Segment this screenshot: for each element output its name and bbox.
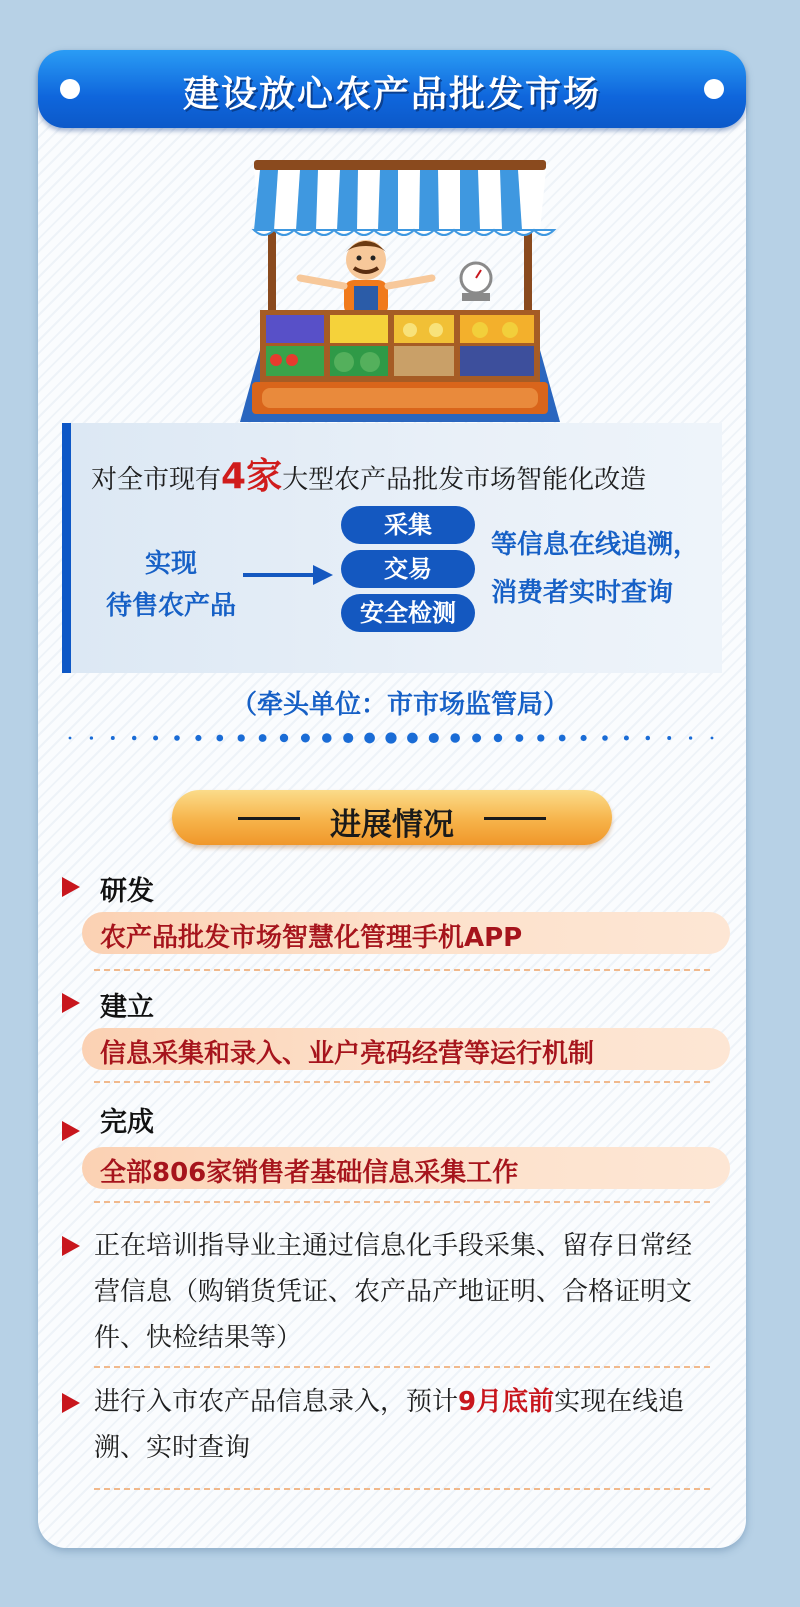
- divider-dot: [711, 737, 714, 740]
- step-detail: [82, 1147, 730, 1189]
- divider-dot: [153, 735, 158, 740]
- divider-dot: [69, 737, 72, 740]
- divider-dot: [280, 734, 288, 742]
- step-detail-text: 农产品批发市场智慧化管理手机APP: [100, 923, 523, 953]
- divider-dot: [301, 734, 310, 743]
- divider-dot: [494, 734, 502, 742]
- divider-dot: [602, 735, 608, 741]
- divider-dot: [259, 734, 267, 742]
- realize-label: [91, 543, 251, 627]
- step-detail: [82, 912, 730, 954]
- triangle-bullet-icon: [62, 1236, 80, 1256]
- intro-prefix: 对全市现有: [91, 465, 222, 495]
- trace-line-2: 消费者实时查询: [491, 578, 674, 608]
- divider-dot: [90, 736, 93, 739]
- trace-description: [491, 521, 699, 617]
- pill-safety-test: 安全检测: [341, 594, 475, 632]
- divider-dot: [132, 736, 136, 740]
- pill-collect: 采集: [341, 506, 475, 544]
- entry-paragraph: [94, 1379, 714, 1471]
- entry-text-after: 实现在线追溯、实时查询: [94, 1387, 685, 1463]
- trace-line-1: 等信息在线追溯，: [491, 530, 700, 560]
- divider-dot: [364, 733, 375, 744]
- divider-dot: [537, 734, 544, 741]
- dot-divider: [66, 730, 716, 746]
- realize-line-1: 实现: [144, 549, 197, 579]
- divider-dot: [429, 733, 439, 743]
- divider-dot: [174, 735, 180, 741]
- step-label: 建立: [100, 992, 154, 1023]
- entry-text-before: 进行入市农产品信息录入，预计: [94, 1387, 459, 1417]
- triangle-bullet-icon: [62, 993, 80, 1013]
- dashed-divider: [94, 969, 710, 971]
- realize-line-2: 待售农产品: [105, 591, 236, 621]
- divider-dot: [407, 733, 418, 744]
- training-paragraph: 正在培训指导业主通过信息化手段采集、留存日常经营信息（购销货凭证、农产品产地证明、合格证明文件、快检结果等）: [94, 1231, 693, 1353]
- title-banner: [38, 50, 746, 128]
- divider-dot: [343, 733, 353, 743]
- divider-dot: [667, 736, 671, 740]
- triangle-bullet-icon: [62, 1121, 80, 1141]
- divider-dot: [450, 733, 460, 743]
- intro-panel: [62, 423, 722, 673]
- divider-dot: [581, 735, 587, 741]
- step-detail-text: 信息采集和录入、业户亮码经营等运行机制: [100, 1039, 595, 1069]
- dashed-divider: [94, 1488, 710, 1490]
- divider-dot: [624, 735, 629, 740]
- pill-trade: 交易: [341, 550, 475, 588]
- market-count: 4家: [221, 456, 283, 497]
- dashed-divider: [94, 1201, 710, 1203]
- divider-dot: [322, 733, 332, 743]
- progress-title: 进展情况: [330, 807, 454, 843]
- arrow-right-icon: [243, 563, 333, 587]
- divider-dot: [559, 735, 566, 742]
- progress-heading: [172, 790, 612, 845]
- step-label: 完成: [100, 1107, 154, 1138]
- divider-dot: [515, 734, 523, 742]
- intro-suffix: 大型农产品批发市场智能化改造: [282, 465, 647, 495]
- divider-dot: [195, 735, 201, 741]
- step-label: 研发: [100, 876, 154, 907]
- market-stall-illustration: [240, 160, 560, 422]
- intro-sentence: [91, 448, 646, 499]
- heading-line-right: [484, 817, 546, 820]
- divider-dot: [111, 736, 115, 740]
- divider-dot: [238, 734, 245, 741]
- banner-dot-right: [704, 79, 724, 99]
- divider-dot: [689, 736, 692, 739]
- dashed-divider: [94, 1366, 710, 1368]
- step-detail-text: 全部806家销售者基础信息采集工作: [100, 1158, 519, 1188]
- dashed-divider: [94, 1081, 710, 1083]
- deadline-highlight: 9月底前: [458, 1387, 555, 1417]
- triangle-bullet-icon: [62, 877, 80, 897]
- triangle-bullet-icon: [62, 1393, 80, 1413]
- lead-unit: （牵头单位：市市场监管局）: [230, 690, 569, 720]
- divider-dot: [216, 735, 223, 742]
- step-detail: [82, 1028, 730, 1070]
- divider-dot: [385, 732, 396, 743]
- divider-dot: [472, 734, 481, 743]
- divider-dot: [646, 736, 650, 740]
- page-title: 建设放心农产品批发市场: [182, 73, 601, 115]
